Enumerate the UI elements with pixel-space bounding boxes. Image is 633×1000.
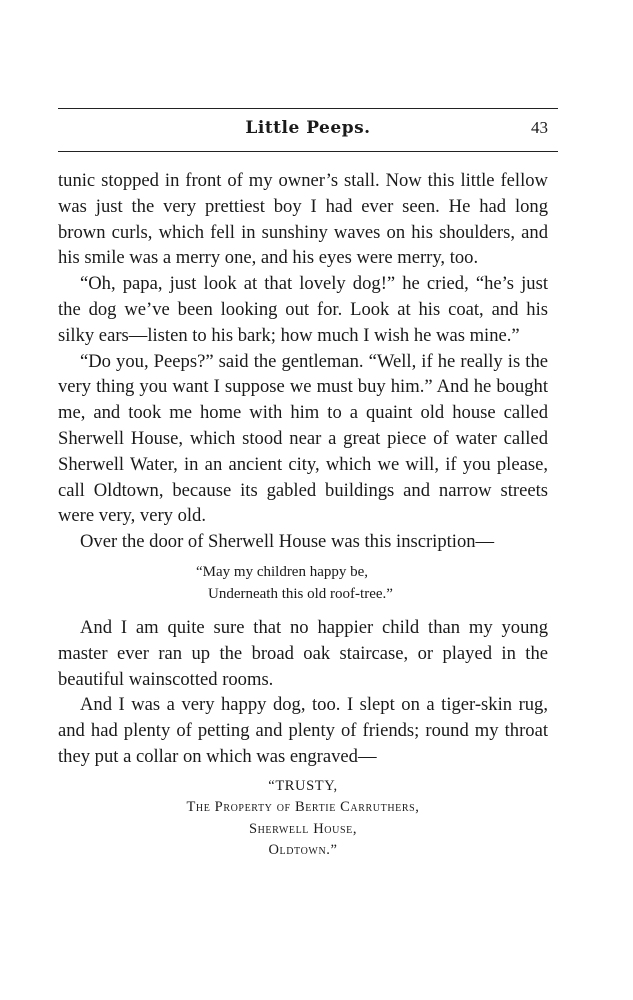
paragraph-4: Over the door of Sherwell House was this inscription— (80, 531, 495, 553)
paragraph-2: “Oh, papa, just look at that lovely dog!” he cried, “he’s just the dog we’ve been looking out for. Look at his coat, and his silky ears—listen to his bark; how much I wish he was mine.” (58, 273, 548, 346)
inscription-line-3: Sherwell House, (248, 820, 358, 837)
verse-line-2: Underneath this old roof-tree.” (208, 585, 393, 602)
inscription-line-4: Oldtown.” (268, 842, 338, 859)
inscription-line-1: “TRUSTY, (268, 777, 338, 794)
paragraph-6: And I was a very happy dog, too. I slept on a tiger-skin rug, and had plenty of petting and plenty of friends; round my throat they put a collar on which was engraved— (58, 694, 548, 767)
inscription-line-2: The Property of Bertie Carruthers, (186, 799, 420, 816)
verse-inscription (58, 561, 548, 605)
body-text (58, 168, 548, 862)
paragraph-3: “Do you, Peeps?” said the gentleman. “Well, if he really is the very thing you want I suppose we must buy him.” And he bought me, and took me home with him to a quaint old house called Sherwell House, which stood near a great piece of water called Sherwell Water, in an ancient city, which we will, if you please, call Oldtown, because its gabled buildings and narrow streets were very, very old. (58, 350, 548, 527)
running-title: Little Peeps. (245, 118, 371, 138)
running-head (58, 116, 558, 144)
page-number: 43 (531, 118, 548, 137)
header-rule-bottom (58, 151, 558, 152)
paragraph-5: And I am quite sure that no happier child than my young master ever ran up the broad oak staircase, or played in the beautiful wainscotted rooms. (58, 616, 548, 690)
paragraph-1: tunic stopped in front of my owner’s stall. Now this little fellow was just the very prettiest boy I had ever seen. He had long brown curls, which fell in sunshiny waves on his shoulders, and his smile was a merry one, and his eyes were merry, too. (58, 170, 548, 269)
collar-inscription (58, 776, 548, 862)
header-rule-top (58, 108, 558, 109)
verse-line-1: “May my children happy be, (196, 563, 369, 580)
